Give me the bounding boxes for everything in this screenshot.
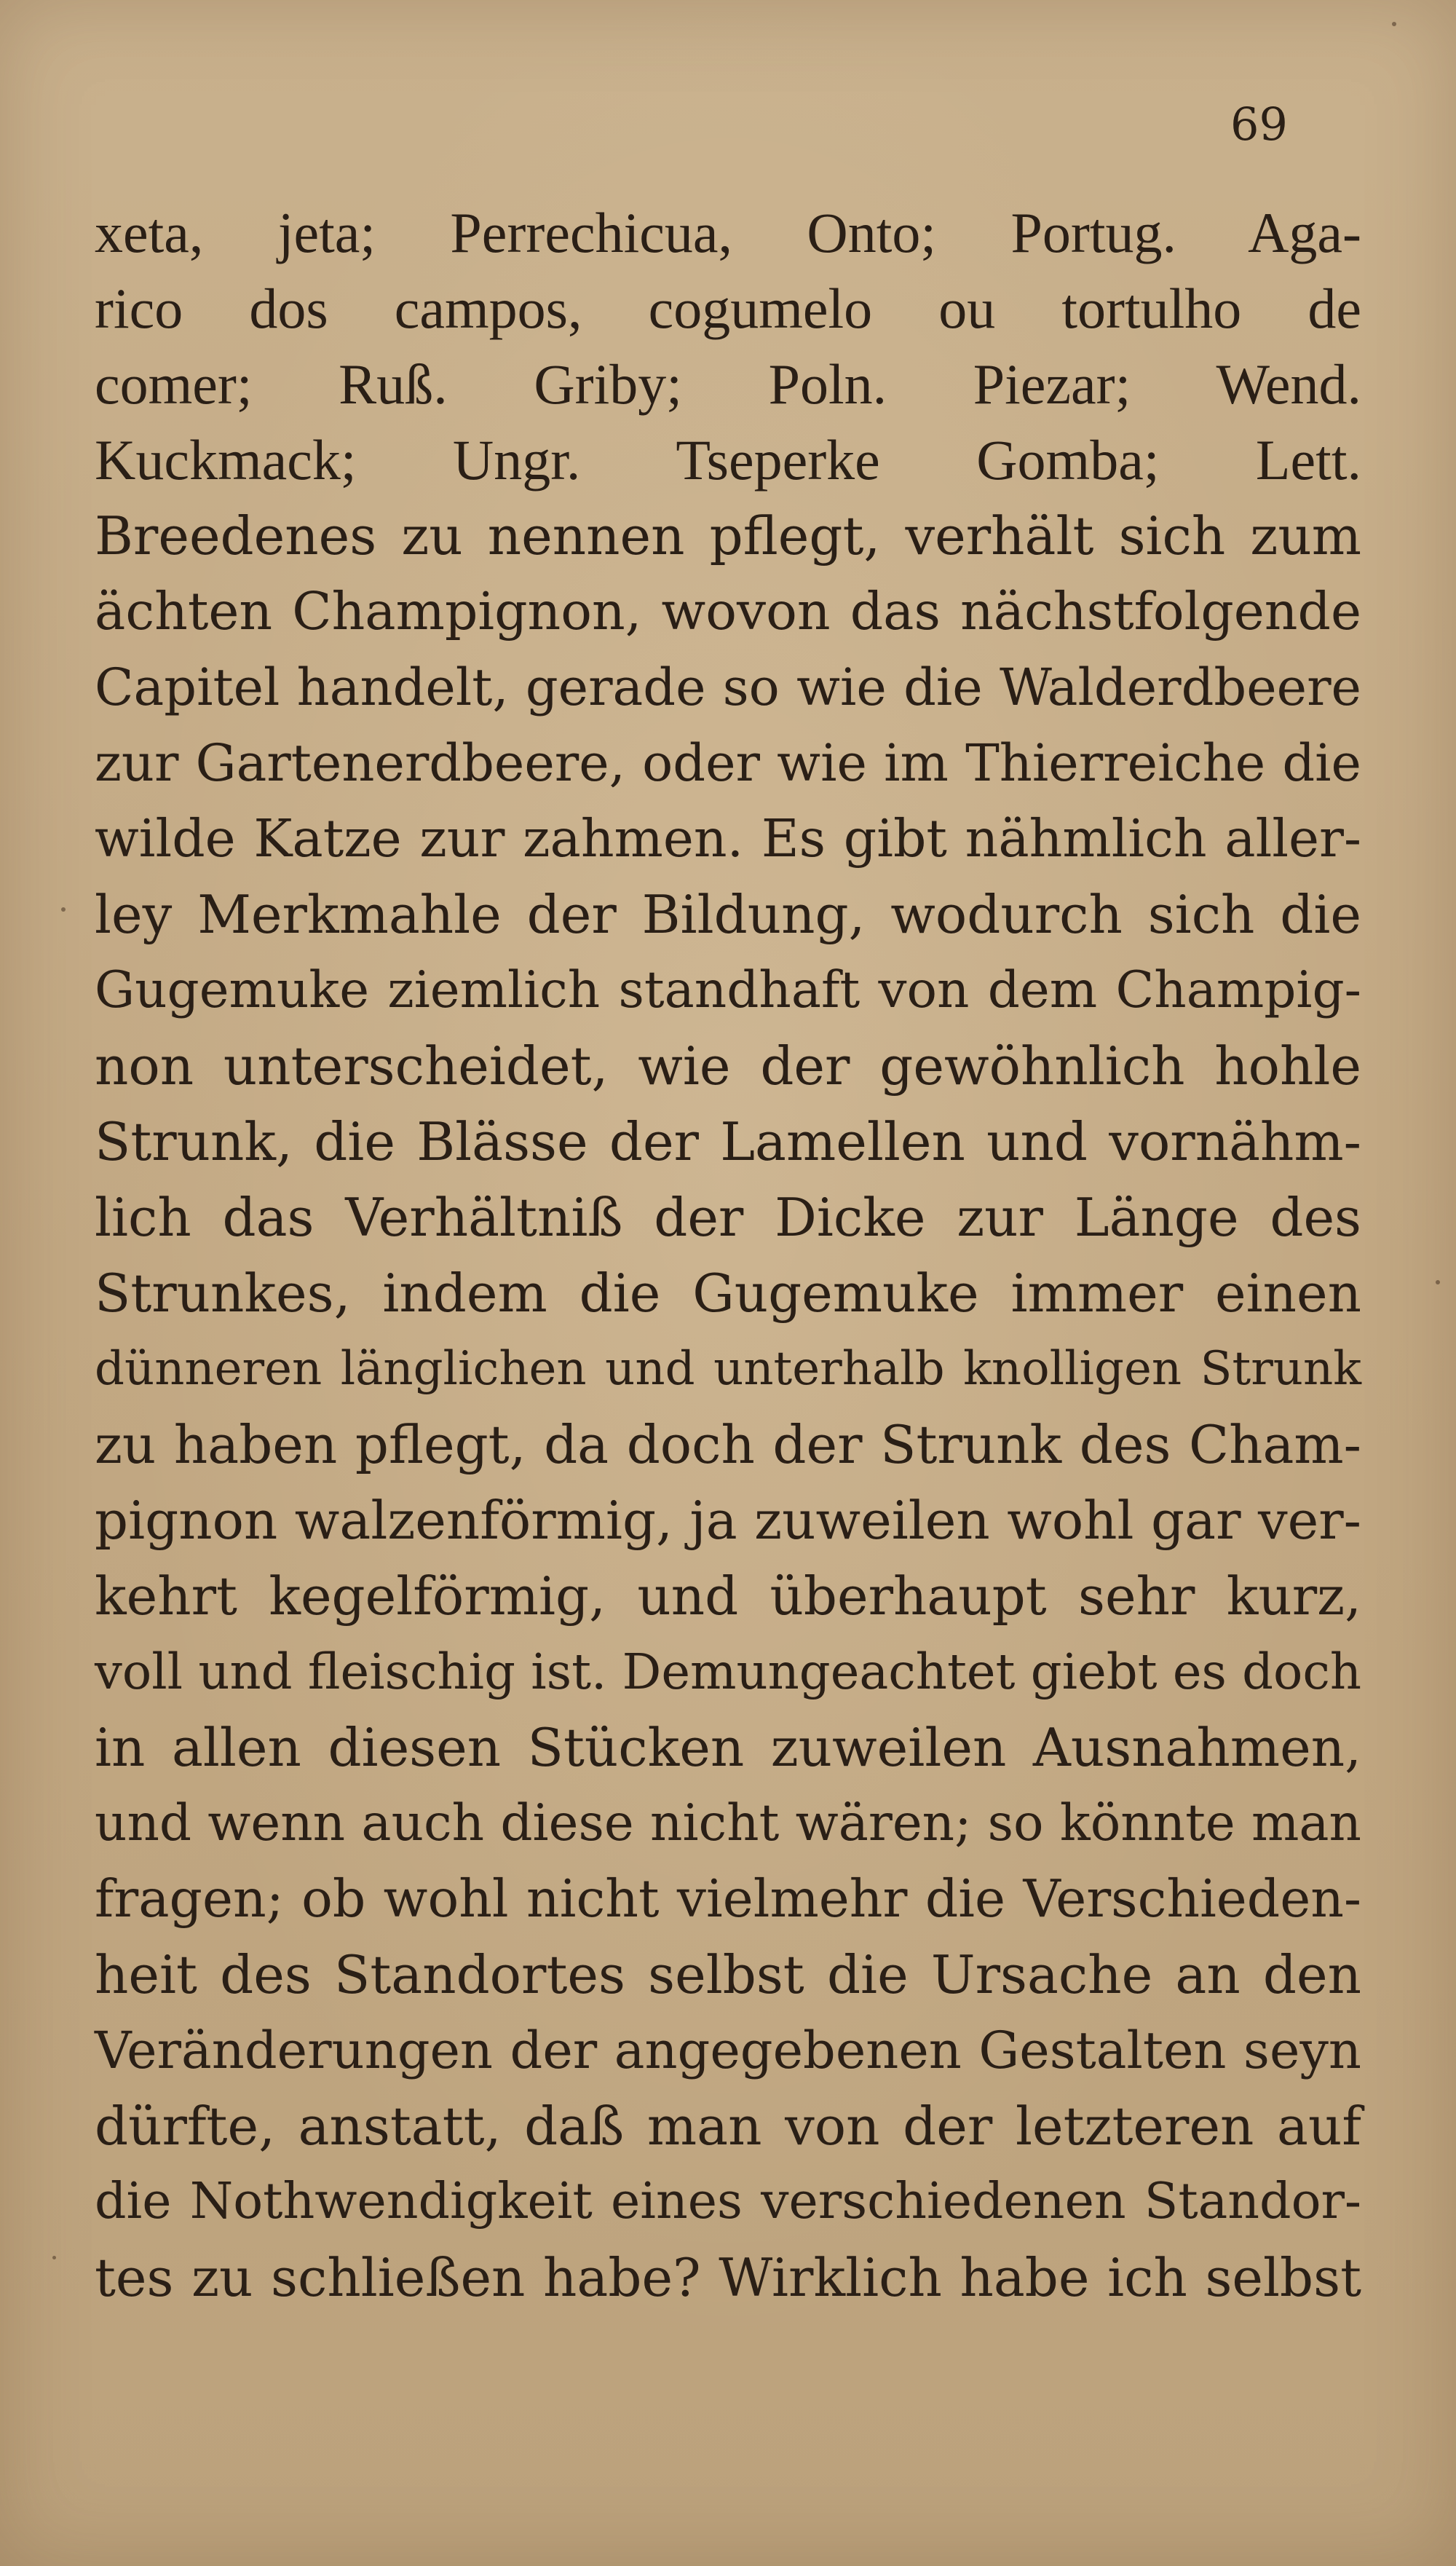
text-line: kehrt kegelförmig, und überhaupt sehr kurz, — [95, 1566, 1361, 1627]
text-line: dürfte, anstatt, daß man von der letzteren auf — [95, 2096, 1361, 2157]
paper-speck — [61, 907, 66, 912]
paper-speck — [1436, 1280, 1440, 1284]
text-line: Strunk, die Blässe der Lamellen und vornähm- — [95, 1111, 1361, 1172]
text-line: fragen; ob wohl nicht vielmehr die Verschieden- — [95, 1868, 1361, 1929]
text-line: Kuckmack; Ungr. Tseperke Gomba; Lett. — [95, 428, 1361, 492]
text-line: heit des Standortes selbst die Ursache an den — [95, 1944, 1361, 2005]
text-line: comer; Ruß. Griby; Poln. Piezar; Wend. — [95, 352, 1361, 416]
text-line: Veränderungen der angegebenen Gestalten seyn — [95, 2021, 1361, 2080]
page-number: 69 — [1230, 98, 1288, 151]
text-line: lich das Verhältniß der Dicke zur Länge des — [95, 1187, 1361, 1248]
text-line: xeta, jeta; Perrechicua, Onto; Portug. Aga- — [95, 201, 1361, 264]
text-line: ächten Champignon, wovon das nächstfolgende — [95, 581, 1361, 642]
paper-speck — [1392, 22, 1396, 26]
text-line: Capitel handelt, gerade so wie die Walderdbeere — [95, 658, 1361, 717]
text-line: voll und fleischig ist. Demungeachtet giebt es doch — [95, 1643, 1362, 1700]
text-line: und wenn auch diese nicht wären; so könnte man — [95, 1794, 1361, 1852]
text-line: Breedenes zu nennen pflegt, verhält sich zum — [95, 505, 1361, 567]
text-line: in allen diesen Stücken zuweilen Ausnahmen, — [95, 1717, 1361, 1778]
paper-speck — [52, 2256, 56, 2259]
text-line: zu haben pflegt, da doch der Strunk des Cham- — [95, 1414, 1361, 1475]
text-line: die Nothwendigkeit eines verschiedenen Standor- — [95, 2173, 1361, 2230]
text-line: dünneren länglichen und unterhalb knolligen Strunk — [95, 1342, 1361, 1396]
text-line: non unterscheidet, wie der gewöhnlich hohle — [95, 1035, 1361, 1097]
text-line: Strunkes, indem die Gugemuke immer einen — [95, 1263, 1361, 1324]
text-line: rico dos campos, cogumelo ou tortulho de — [95, 277, 1361, 340]
text-line: tes zu schließen habe? Wirklich habe ich selbst — [95, 2247, 1361, 2308]
text-line: Gugemuke ziemlich standhaft von dem Champig- — [95, 961, 1361, 1019]
body-text — [95, 195, 1361, 2316]
text-line: pignon walzenförmig, ja zuweilen wohl gar ver- — [95, 1490, 1361, 1551]
text-line: wilde Katze zur zahmen. Es gibt nähmlich aller- — [95, 808, 1361, 869]
text-line: ley Merkmahle der Bildung, wodurch sich die — [95, 884, 1361, 945]
text-line: zur Gartenerdbeere, oder wie im Thierreiche die — [95, 733, 1361, 793]
